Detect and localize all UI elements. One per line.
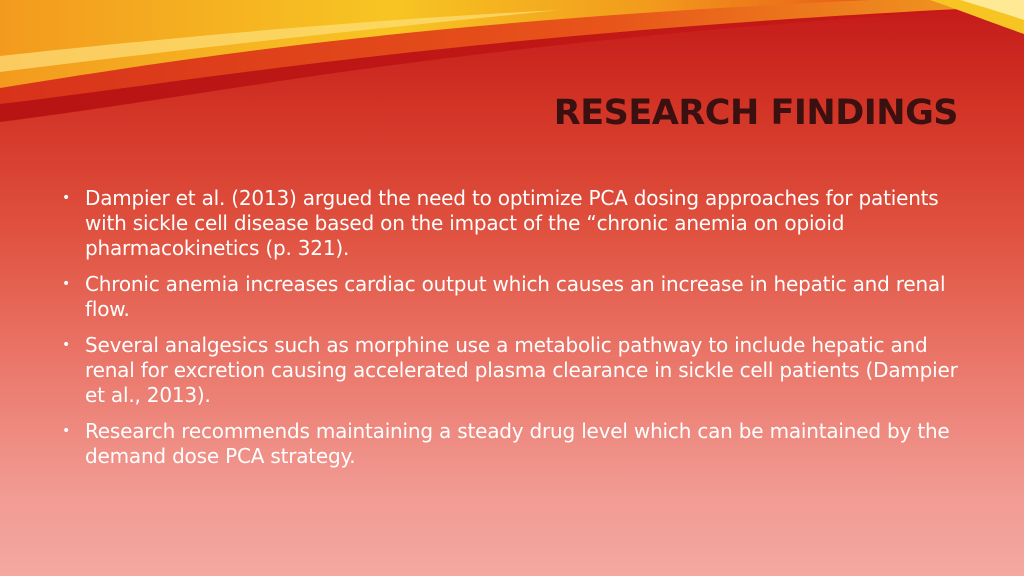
- bullet-item: [62, 333, 962, 408]
- bullet-item: [62, 186, 962, 261]
- bullet-icon: •: [62, 337, 71, 353]
- bullet-text: Research recommends maintaining a steady drug level which can be maintained by the demand dose PCA strategy.: [85, 419, 950, 468]
- bullet-text: Chronic anemia increases cardiac output which causes an increase in hepatic and renal flow.: [85, 272, 946, 321]
- bullet-text: Several analgesics such as morphine use a metabolic pathway to include hepatic and renal for excretion causing accelerated plasma clearance in sickle cell patients (Dampier et al., 2013).: [85, 333, 958, 407]
- bullet-icon: •: [62, 276, 71, 292]
- bullet-icon: •: [62, 190, 71, 206]
- bullet-item: [62, 419, 962, 469]
- bullet-list: [62, 186, 962, 480]
- bullet-icon: •: [62, 423, 71, 439]
- slide-title: RESEARCH FINDINGS: [553, 93, 958, 133]
- bullet-item: [62, 272, 962, 322]
- bullet-text: Dampier et al. (2013) argued the need to optimize PCA dosing approaches for patients with sickle cell disease based on the impact of the “chronic anemia on opioid pharmacokinetics (p. 321).: [85, 186, 939, 260]
